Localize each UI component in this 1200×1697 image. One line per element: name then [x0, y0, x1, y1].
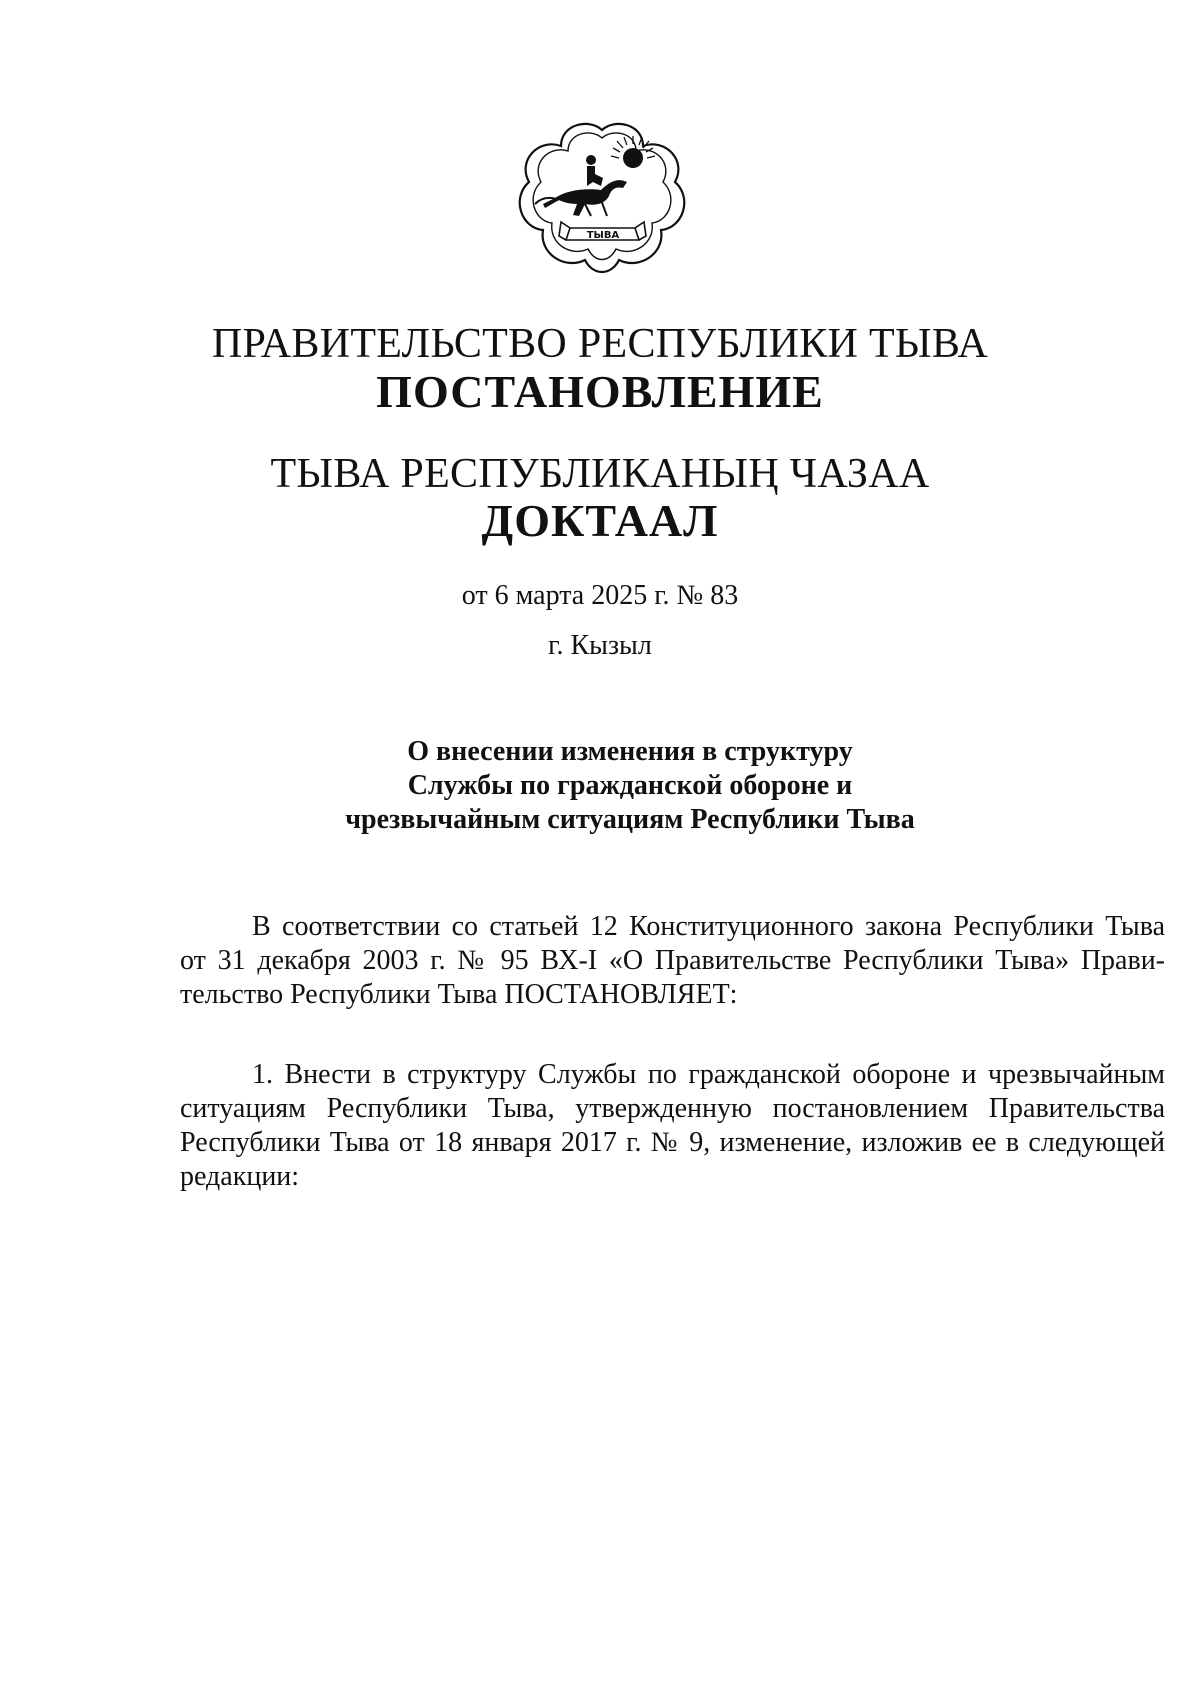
document-subject [300, 735, 960, 837]
preamble-paragraph [180, 910, 1165, 1012]
document-city: г. Кызыл [548, 630, 652, 661]
resolution-item-1 [180, 1058, 1165, 1194]
government-title-tyv: ТЫВА РЕСПУБЛИКАНЫҢ ЧАЗАА [270, 451, 930, 497]
tuva-coat-of-arms-icon [515, 120, 690, 275]
paragraph-line: редакции: [180, 1161, 300, 1192]
subject-line: О внесении изменения в структуру [407, 736, 853, 767]
document-type-tyv: ДОКТААЛ [481, 495, 719, 546]
document-date-number: от 6 марта 2025 г. № 83 [461, 580, 739, 611]
emblem-ribbon-text: ТЫВА [586, 230, 620, 241]
paragraph-line: Республики Тыва от 18 января 2017 г. № 9, изменение, изложив ее в следующей [180, 1127, 1165, 1158]
paragraph-line: 1. Внести в структуру Службы по гражданской обороне и чрезвычайным [252, 1059, 1165, 1090]
government-title-ru: ПРАВИТЕЛЬСТВО РЕСПУБЛИКИ ТЫВА [211, 321, 989, 367]
paragraph-line: ситуациям Республики Тыва, утвержденную постановлением Правительства [180, 1093, 1165, 1124]
document-type-ru: ПОСТАНОВЛЕНИЕ [376, 366, 824, 417]
paragraph-line: тельство Республики Тыва ПОСТАНОВЛЯЕТ: [180, 979, 738, 1010]
subject-line: Службы по гражданской обороне и [407, 770, 853, 801]
paragraph-line: от 31 декабря 2003 г. № 95 ВХ-I «О Правительстве Республики Тыва» Прави- [180, 945, 1165, 976]
paragraph-line: В соответствии со статьей 12 Конституционного закона Республики Тыва [252, 911, 1165, 942]
subject-line: чрезвычайным ситуациям Республики Тыва [345, 804, 915, 835]
